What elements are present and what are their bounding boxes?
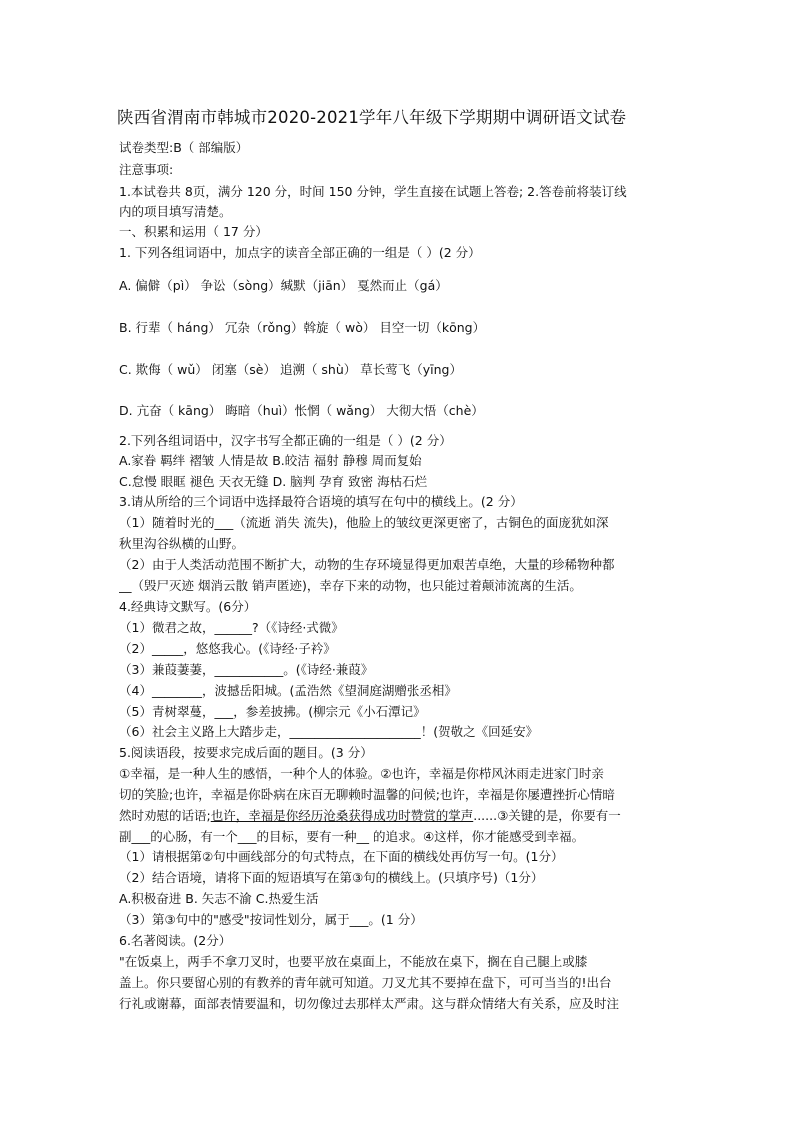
question-4-item-6: （6）社会主义路上大踏步走，_____________________！(贺敬之《回延安》 bbox=[119, 724, 539, 739]
question-2: 2.下列各组词语中，汉字书写全都正确的一组是（ ）(2 分） bbox=[119, 433, 452, 448]
underlined-sentence: 也许，幸福是你经历沧桑获得成功时赞赏的掌声 bbox=[210, 808, 474, 823]
question-1-option-c: C. 欺侮（ wǔ） 闭塞（sè） 追溯（ shù） 草长莺飞（yīng） bbox=[119, 362, 462, 377]
question-5-sub-1: （1）请根据第②句中画线部分的句式特点，在下面的横线处再仿写一句。(1分） bbox=[119, 849, 564, 864]
question-5: 5.阅读语段，按要求完成后面的题目。(3 分） bbox=[119, 745, 373, 760]
notes-heading: 注意事项: bbox=[119, 162, 174, 177]
question-3-part-1a: （1）随着时光的___（流逝 消失 流失)，他脸上的皱纹更深更密了，古铜色的面庞犹如深 bbox=[119, 515, 609, 530]
question-5-passage-line-2: 切的笑脸;也许，幸福是你卧病在床百无聊赖时温馨的问候;也许，幸福是你屡遭挫折心情暗 bbox=[119, 787, 615, 802]
exam-title: 陕西省渭南市韩城市2020-2021学年八年级下学期期中调研语文试卷 bbox=[117, 108, 627, 127]
exam-type: 试卷类型:B（ 部编版） bbox=[119, 140, 249, 155]
question-5-sub-2: （2）结合语境，请将下面的短语填写在第③句的横线上。(只填序号)（1分） bbox=[119, 870, 544, 885]
question-4-item-3: （3）兼葭萋萋，___________。(《诗经·兼葭》 bbox=[119, 662, 374, 677]
question-5-sub-2-options: A.积极奋进 B. 矢志不渝 C.热爱生活 bbox=[119, 891, 319, 906]
question-6-passage-line-3: 行礼或谢幕，面部表情要温和，切勿像过去那样太严肃。这与群众情绪大有关系，应及时注 bbox=[119, 996, 620, 1011]
passage-text: 然时劝慰的话语; bbox=[119, 808, 211, 823]
question-1-option-a: A. 偏僻（pì） 争讼（sòng）缄默（jiān） 戛然而止（gá） bbox=[119, 278, 448, 293]
question-6-passage-line-1: "在饭桌上，两手不拿刀叉时，也要平放在桌面上，不能放在桌下，搁在自己腿上或膝 bbox=[119, 954, 588, 969]
question-4-item-4: （4）________，波撼岳阳城。(孟浩然《望洞庭湖赠张丞相》 bbox=[119, 683, 457, 698]
question-1-option-d: D. 亢奋（ kāng） 晦暗（huì）怅惘（ wǎng） 大彻大悟（chè） bbox=[119, 403, 484, 418]
passage-text: ......③关键的是，你要有一 bbox=[473, 808, 621, 823]
question-6-passage-line-2: 盖上。你只要留心别的有教养的青年就可知道。刀叉尤其不要掉在盘下，可可当当的!出台 bbox=[119, 975, 612, 990]
section-1-heading: 一、积累和运用（ 17 分） bbox=[119, 224, 268, 239]
question-4-item-5: （5）青树翠蔓，___，参差披拂。(柳宗元《小石潭记》 bbox=[119, 704, 426, 719]
question-3-part-2b: __（毁尸灭迹 烟消云散 销声匿迹)，幸存下来的动物，也只能过着颠沛流离的生活。 bbox=[119, 578, 582, 593]
question-1: 1. 下列各组词语中，加点字的读音全部正确的一组是（ ）(2 分） bbox=[119, 245, 481, 260]
question-5-passage-line-1: ①幸福，是一种人生的感悟，一种个人的体验。②也许，幸福是你栉风沐雨走进家门时亲 bbox=[119, 766, 604, 781]
question-2-options-cd: C.怠慢 眼眶 褪色 天衣无缝 D. 脑判 孕育 致密 海枯石烂 bbox=[119, 474, 428, 489]
question-3: 3.请从所给的三个词语中选择最符合语境的填写在句中的横线上。(2 分） bbox=[119, 494, 523, 509]
question-5-passage-line-3 bbox=[119, 806, 679, 826]
question-2-options-ab: A.家眷 羁绊 褶皱 人情是故 B.皎洁 福射 静穆 周而复始 bbox=[119, 453, 422, 468]
question-4-item-2: （2）_____，悠悠我心。(《诗经·子衿》 bbox=[119, 641, 336, 656]
question-6: 6.名著阅读。(2分） bbox=[119, 933, 232, 948]
question-3-part-1b: 秋里沟谷纵横的山野。 bbox=[119, 536, 245, 551]
question-5-passage-line-4: 副___的心肠，有一个___的目标，要有一种__ 的追求。④这样，你才能感受到幸福。 bbox=[119, 829, 585, 844]
question-3-part-2a: （2）由于人类活动范围不断扩大，动物的生存环境显得更加艰苦卓绝，大量的珍稀物种都 bbox=[119, 557, 615, 572]
question-4-item-1: （1）微君之故，______?（《诗经·式微》 bbox=[119, 620, 344, 635]
question-5-sub-3: （3）第③句中的"感受"按词性划分，属于___。(1 分） bbox=[119, 912, 423, 927]
question-1-option-b: B. 行辈（ háng） 冗杂（rǒng）斡旋（ wò） 目空一切（kōng） bbox=[119, 320, 486, 335]
notes-line-2: 内的项目填写清楚。 bbox=[119, 204, 232, 219]
question-4: 4.经典诗文默写。(6分） bbox=[119, 599, 257, 614]
notes-line-1: 1.本试卷共 8页，满分 120 分，时间 150 分钟，学生直接在试题上答卷; 2.答卷前将装订线 bbox=[119, 184, 627, 199]
